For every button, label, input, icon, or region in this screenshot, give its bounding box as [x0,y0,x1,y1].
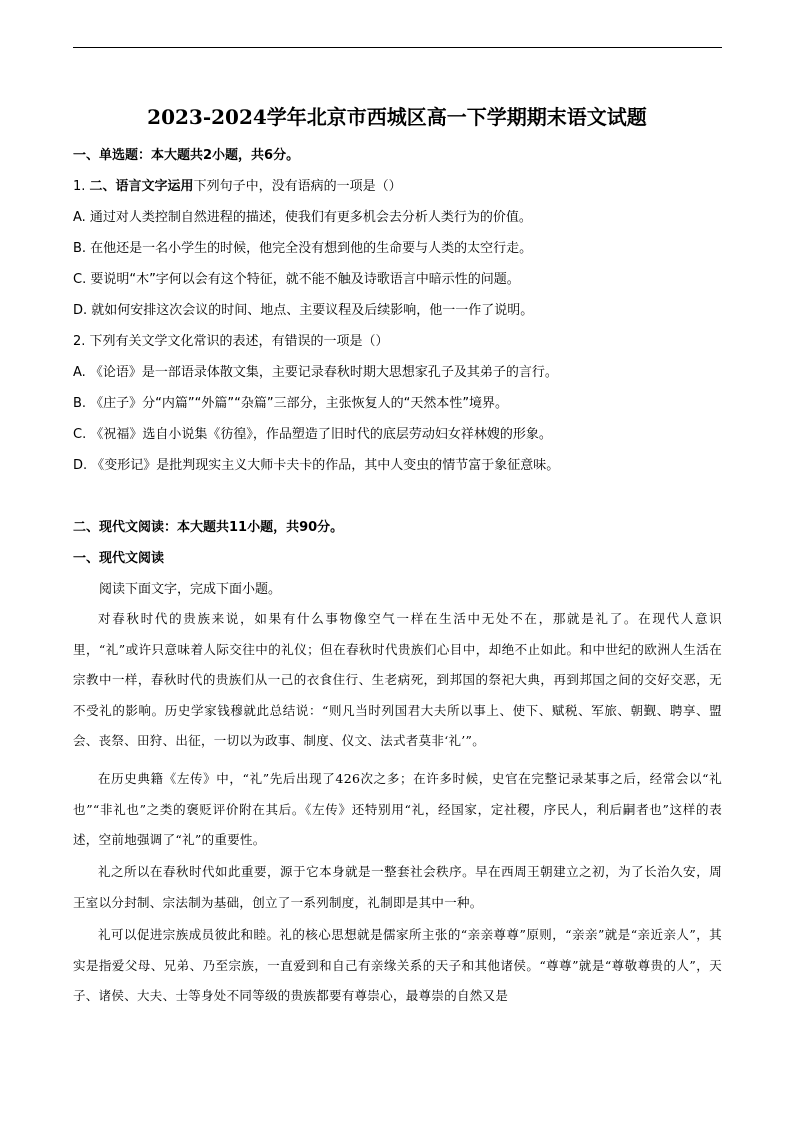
question-1-number: 1. [73,179,90,194]
question-1-option-c: C. 要说明“木”字何以会有这个特征，就不能不触及诗歌语言中暗示性的问题。 [73,272,520,287]
question-2-option-a: A. 《论语》是一部语录体散文集，主要记录春秋时期大思想家孔子及其弟子的言行。 [73,365,558,380]
passage-paragraph: 对春秋时代的贵族来说，如果有什么事物像空气一样在生活中无处不在，那就是礼了。在现代人意识里，“礼”或许只意味着人际交往中的礼仪；但在春秋时代贵族们心目中，却绝不止如此。和中世纪的欧洲人生活在宗教中一样，春秋时代的贵族们从一己的衣食住行、生老病死，到邦国的祭祀大典，再到邦国之间的交好交恶，无不受礼的影响。历史学家钱穆就此总结说：“则凡当时列国君大夫所以事上、使下、赋税、军旅、朝觐、聘享、盟会、丧祭、田狩、出征，一切以为政事、制度、仪文、法式者莫非‘礼’”。 [73,611,722,748]
document-title: 2023-2024学年北京市西城区高一下学期期末语文试题 [147,105,647,129]
header-rule [73,47,722,48]
question-1-category: 二、语言文字运用 [89,179,194,194]
section2-heading: 二、现代文阅读：本大题共11小题，共90分。 [73,520,344,535]
question-1-option-d: D. 就如何安排这次会议的时间、地点、主要议程及后续影响，他一一作了说明。 [73,303,534,318]
question-1-option-b: B. 在他还是一名小学生的时候，他完全没有想到他的生命要与人类的太空行走。 [73,241,533,256]
reading-instruction: 阅读下面文字，完成下面小题。 [99,582,282,597]
passage-paragraph: 在历史典籍《左传》中，“礼”先后出现了426次之多；在许多时候，史官在完整记录某事之后，经常会以“礼也”“非礼也”之类的褒贬评价附在其后。《左传》还特别用“礼，经国家，定社稷，序民人，利后嗣者也”这样的表述，空前地强调了“礼”的重要性。 [73,771,722,847]
question-1-option-a: A. 通过对人类控制自然进程的描述，使我们有更多机会去分析人类行为的价值。 [73,210,532,225]
question-2-stem: 2. 下列有关文学文化常识的表述，有错误的一项是（） [73,334,389,349]
section2-subheading: 一、现代文阅读 [73,551,165,566]
question-2-option-c: C. 《祝福》选自小说集《彷徨》，作品塑造了旧时代的底层劳动妇女祥林嫂的形象。 [73,427,552,442]
passage-paragraph: 礼可以促进宗族成员彼此和睦。礼的核心思想就是儒家所主张的“亲亲尊尊”原则，“亲亲”就是“亲近亲人”，其实是指爱父母、兄弟、乃至宗族，一直爱到和自己有亲缘关系的天子和其他诸侯。“尊尊”就是“尊敬尊贵的人”，天子、诸侯、大夫、士等身处不同等级的贵族都要有尊崇心，最尊崇的自然又是 [73,927,722,1003]
section1-heading: 一、单选题：本大题共2小题，共6分。 [73,148,300,163]
question-1-stem [73,177,402,197]
question-2-option-b: B. 《庄子》分“内篇”“外篇”“杂篇”三部分，主张恢复人的“天然本性”境界。 [73,396,509,411]
question-2-option-d: D. 《变形记》是批判现实主义大师卡夫卡的作品，其中人变虫的情节富于象征意味。 [73,458,560,473]
question-1-text: 下列句子中，没有语病的一项是（） [193,179,402,194]
passage-paragraph: 礼之所以在春秋时代如此重要，源于它本身就是一整套社会秩序。早在西周王朝建立之初，为了长治久安，周王室以分封制、宗法制为基础，创立了一系列制度，礼制即是其中一种。 [73,864,722,910]
